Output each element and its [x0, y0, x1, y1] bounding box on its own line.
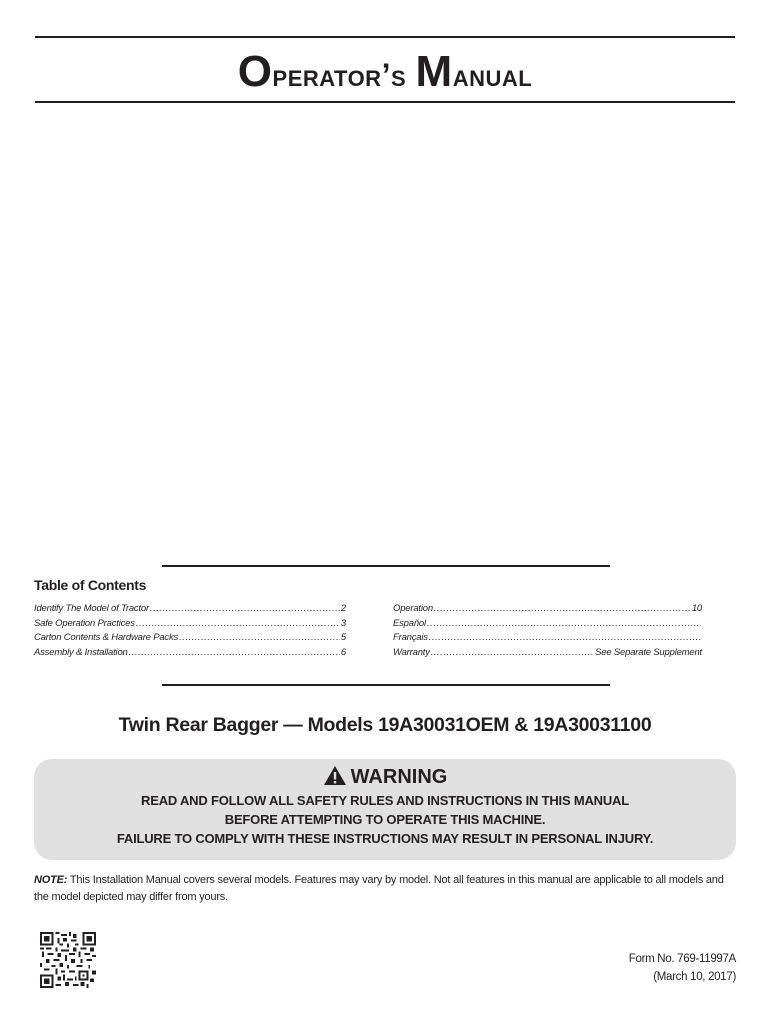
toc-entry[interactable]	[393, 617, 702, 632]
toc-leader-dots	[150, 602, 340, 617]
toc-leader-dots	[136, 617, 340, 632]
toc-entry-page: See Separate Supplement	[595, 646, 702, 658]
qr-code-icon	[40, 932, 96, 988]
warning-line: FAILURE TO COMPLY WITH THESE INSTRUCTIONS MAY RESULT IN PERSONAL INJURY.	[116, 831, 654, 846]
title-word-manual: anual	[452, 57, 533, 93]
warning-line: BEFORE ATTEMPTING TO OPERATE THIS MACHINE.	[224, 812, 546, 827]
toc-entry[interactable]	[393, 602, 702, 617]
page-title	[35, 44, 735, 103]
toc-leader-dots	[429, 631, 701, 646]
toc-leader-dots	[179, 631, 340, 646]
form-date: (March 10, 2017)	[653, 971, 736, 983]
toc-entry[interactable]	[34, 602, 346, 617]
toc-entry-label: Assembly & Installation	[34, 646, 128, 658]
toc-entry[interactable]	[34, 617, 346, 632]
toc-entry[interactable]	[393, 646, 702, 661]
title-initial-m: M	[415, 47, 453, 96]
toc-entry-page: 10	[691, 603, 702, 614]
form-number: Form No. 769-11997A	[628, 953, 736, 965]
toc-top-rule	[162, 565, 610, 567]
toc-entry[interactable]	[393, 631, 702, 646]
toc-entry-page: 6	[340, 646, 346, 658]
toc-leader-dots	[431, 646, 594, 661]
warning-heading	[34, 765, 736, 789]
warning-text	[34, 791, 736, 848]
toc-heading: Table of Contents	[34, 577, 147, 593]
model-heading: Twin Rear Bagger — Models 19A30031OEM & 19A30031100	[118, 714, 652, 736]
warning-heading-text: WARNING	[350, 766, 448, 788]
toc-entry[interactable]	[34, 646, 346, 661]
toc-entry-label: Identify The Model of Tractor	[34, 603, 149, 614]
toc-entry-page: 3	[340, 617, 346, 629]
note-text: This Installation Manual covers several models. Features may vary by model. Not all features in this manual are applicable to all models and the model depicted may differ from yours.	[34, 874, 724, 903]
title-bottom-rule	[35, 101, 735, 103]
warning-triangle-icon	[323, 765, 347, 786]
toc-entry-label: Carton Contents & Hardware Packs	[34, 632, 179, 643]
warning-line: READ AND FOLLOW ALL SAFETY RULES AND INSTRUCTIONS IN THIS MANUAL	[141, 793, 629, 808]
toc-entry-label: Français	[393, 632, 428, 643]
toc-entry[interactable]	[34, 631, 346, 646]
toc-right-column	[393, 602, 702, 660]
toc-entry-label: Warranty	[393, 646, 430, 658]
toc-leader-dots	[129, 646, 340, 661]
title-word-operators: perator’s	[272, 57, 407, 93]
toc-bottom-rule	[162, 684, 610, 686]
toc-leader-dots	[427, 617, 701, 632]
toc-entry-page: 2	[340, 603, 346, 614]
toc-entry-label: Safe Operation Practices	[34, 617, 135, 629]
form-info	[629, 950, 736, 986]
title-top-rule	[35, 36, 735, 38]
note-label: NOTE:	[34, 874, 68, 886]
toc-entry-label: Operation	[393, 603, 433, 614]
warning-box	[34, 759, 736, 860]
toc-entry-page: 5	[340, 632, 346, 643]
note-paragraph	[34, 872, 736, 906]
toc-left-column	[34, 602, 346, 660]
toc-entry-label: Español	[393, 617, 426, 629]
title-initial-o: O	[237, 47, 273, 96]
toc-leader-dots	[434, 602, 691, 617]
